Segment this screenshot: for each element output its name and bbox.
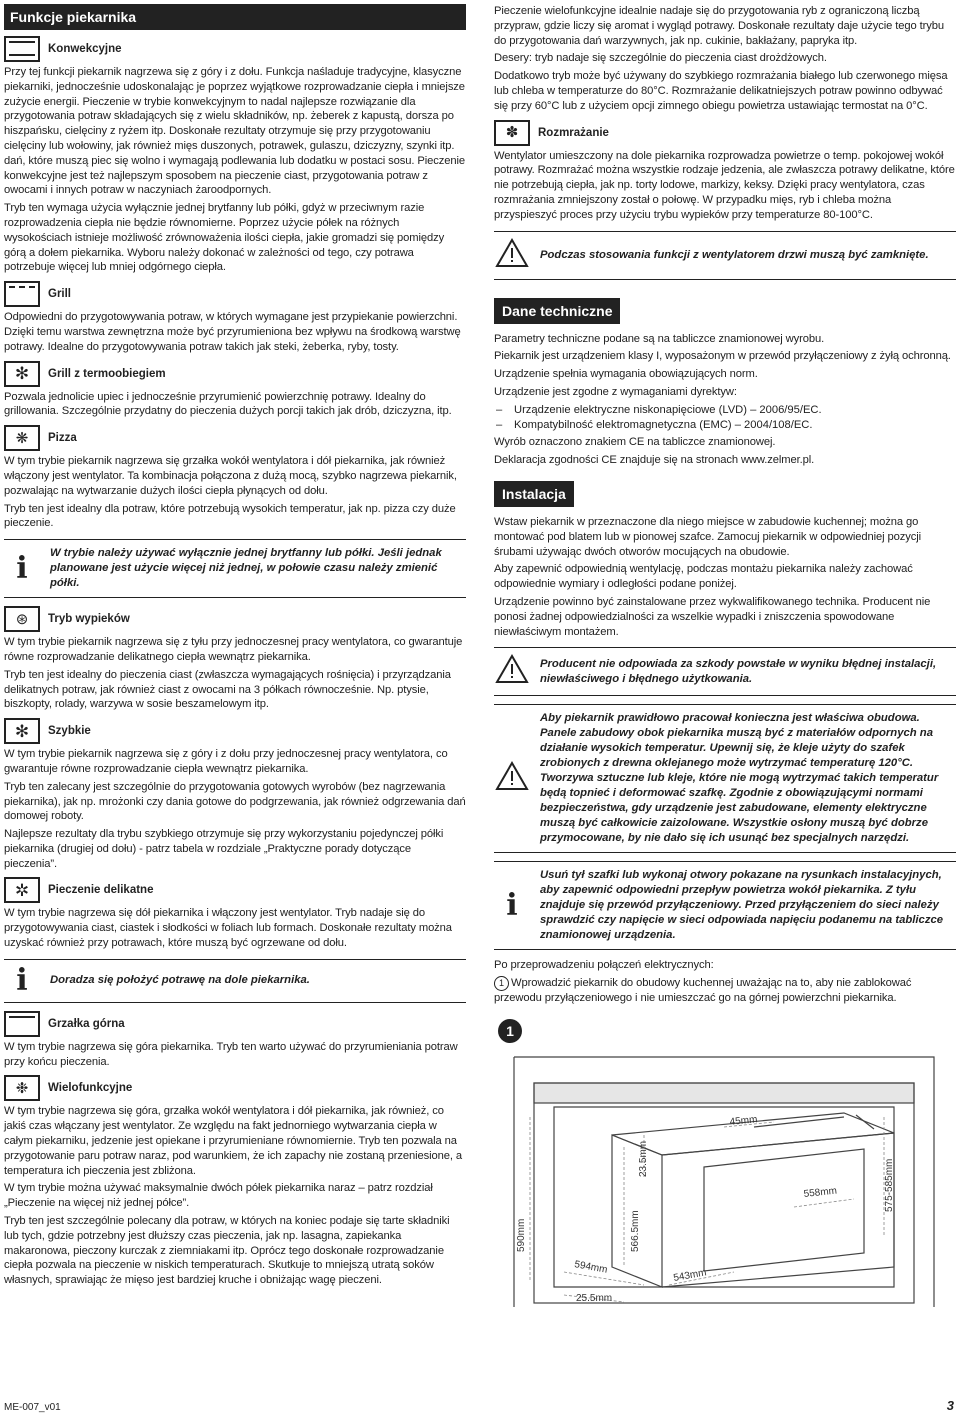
mode-name: Grzałka górna bbox=[48, 1017, 125, 1030]
mode-description: Tryb ten zalecany jest szczególnie do przygotowania gotowych wyrobów (bez nagrzewania piekarnika), jak np. mrożonki czy dania gotowe do podgrzewania, jak również odgrzewania dań domowej roboty. bbox=[4, 780, 466, 823]
mode-heading bbox=[4, 36, 466, 62]
mode-name: Grill bbox=[48, 288, 72, 301]
mode-description: Tryb ten jest szczególnie polecany dla potraw, w których na koniec podaje się tarte składniki lub tych, gdzie potrzebny jest dłuższy czas pieczenia, jak np. lasagna, zapiekanka makaronowa, pieczony kurczak z ziemniakami itp. Oprócz tego doskonałe rozprowadzanie ciepła pozwala na pieczenie w niskich temperaturach. Skutkuje to mniejszą utratą soków własnych, sprawiając że mięso jest bardziej kruche i obniżając wagę pieczeni. bbox=[4, 1215, 450, 1287]
info-icon: i bbox=[506, 887, 518, 923]
warning-icon bbox=[494, 238, 530, 273]
tech-paragraph: Piekarnik jest urządzeniem klasy I, wyposażonym w przewód przyłączeniowy z żyłą ochronną. bbox=[494, 350, 951, 363]
warning-note-3: Aby piekarnik prawidłowo pracował konieczna jest właściwa obudowa. Panele zabudowy obok piekarnika muszą być z materiałów odpornych na działanie wysokich temperatur. Upewnij się, że kleje użyty do szafek zrobionych z drewna oklejanego może wytrzymać temperaturę 120°C. Tworzywa sztuczne lub kleje, które nie mogą wytrzymać takich temperatur będą topnieć i deformować szafkę. Zgodnie z obowiązującymi normami bezpieczeństwa, gdy urządzenie jest zabudowane, elementy elektryczne muszą być całkowicie zaizolowane. Wszystkie osłony muszą być dobrze przymocowane, by nie dało się ich usunąć bez specjalnych narzędzi. bbox=[494, 704, 956, 853]
mode-description: Pozwala jednolicie upiec i jednocześnie przyrumienić powierzchnię potrawy. Idealny do grillowania. Szczególnie przydatny do pieczenia dużych porcji takich jak drób, dziczyzna, itp. bbox=[4, 390, 452, 418]
grill-icon bbox=[4, 281, 40, 307]
mode-description: W tym trybie nagrzewa się dół piekarnika i włączony jest wentylator. Tryb nadaje się do przygotowywania ciast, ciastek i słodkości w foliach lub formach. Doskonałe rezultaty można uzyskać również przy potrawach, które muszą być ogrzewane od dołu. bbox=[4, 907, 452, 950]
multifunction-continued bbox=[494, 4, 956, 114]
modes-group-b bbox=[4, 606, 466, 951]
tech-paragraph: Deklaracja zgodności CE znajduje się na stronach www.zelmer.pl. bbox=[494, 454, 815, 467]
mode-description: Tryb ten jest idealny do pieczenia ciast (zwłaszcza wymagających rośnięcia) i przyrządzania delikatnych potraw, jak również ciast z owocami na 3 półkach równocześnie. Np. ptysie, biszkopty, rolady, warzywa w sosie beszamelowym itp. bbox=[4, 668, 451, 711]
dim-558: 558mm bbox=[803, 1185, 838, 1200]
mode-description: Najlepsze rezultaty dla trybu szybkiego otrzymuje się przy wykorzystaniu pojedynczej półki piekarnika (drugiej od dołu) - patrz tabela w rozdziale „Praktyczne porady dotyczące pieczenia”. bbox=[4, 828, 444, 870]
dim-590: 590mm bbox=[516, 1218, 527, 1252]
paragraph: Dodatkowo tryb może być używany do szybkiego rozmrażania białego lub czerwonego mięsa lub chleba w temperaturze do 80°C. Rozmrażanie delikatniejszych potraw powinno odbywać się przy 60°C lub z użyciem opcji zimnego obiegu powietrza ustawiając termostat na 0°C. bbox=[494, 70, 948, 112]
mode-description: Tryb ten wymaga użycia wyłącznie jednej brytfanny lub półki, gdyż w przeciwnym razie rozprowadzenia ciepła nie będzie równomierne. Poprzez użycie półek na różnych wysokościach istnieje możliwość zrównoważenia ilości ciepła, jakie gromadzi się pomiędzy górą a dołem piekarnika. Wyboru należy dokonać w zależności od tego, czy potrawa potrzebuje więcej lub mniej odgórnego ciepła. bbox=[4, 202, 445, 274]
left-column bbox=[4, 4, 466, 1291]
mode-name: Konwekcyjne bbox=[48, 43, 122, 55]
mode-heading bbox=[4, 718, 466, 744]
mode-name: Szybkie bbox=[48, 725, 91, 738]
paragraph: Pieczenie wielofunkcyjne idealnie nadaje się do przygotowania ryb z ograniczoną liczbą przypraw, gdzie liczy się aromat i wygląd potrawy. Doskonałe rezultaty daje użycie tego trybu do przygotowania dań warzywnych, jak np. cukinie, bakłażany, papryka itp. bbox=[494, 5, 945, 47]
info-icon: i bbox=[16, 962, 28, 998]
step-1: 1 Wprowadzić piekarnik do obudowy kuchennej uważając na to, aby nie zablokować przewodu przyłączeniowego i nie umieszczać go na górnej powierzchni piekarnika. bbox=[494, 977, 912, 1005]
mode-description: W tym trybie nagrzewa się góra, grzałka wokół wentylatora i dół piekarnika, jak również, co jakiś czas włączany jest wentylator. Ze względu na fakt jednorniego wytwarzania ciepła w całym piekarniku, jedzenie jest opiekane i przyrumieniane równomiernie. Tryb ten pozwala na przygotowanie paru potraw naraz, pod warunkiem, że ich zapachy nie zostaną przeniesione, a temperatura ich pieczenia jest zbliżona. bbox=[4, 1105, 463, 1177]
warning-icon bbox=[494, 761, 530, 796]
step-number: 1 bbox=[494, 976, 509, 991]
mode-description: W tym trybie piekarnik nagrzewa się z góry i z dołu przy jednoczesnej pracy wentylatora, co gwarantuje równe rozprowadzanie ciepła wewnątrz piekarnika. bbox=[4, 748, 448, 775]
connection-intro: Po przeprowadzeniu połączeń elektrycznych: bbox=[494, 959, 714, 972]
paragraph: Desery: tryb nadaje się szczególnie do pieczenia ciast drożdżowych. bbox=[494, 52, 827, 65]
section-title-oven-functions: Funkcje piekarnika bbox=[4, 4, 466, 30]
warning-note-2: Producent nie odpowiada za szkody powstałe w wyniku błędnej instalacji, niewłaściwego i błędnego użytkowania. bbox=[494, 647, 956, 696]
install-paragraph: Aby zapewnić odpowiednią wentylację, podczas montażu piekarnika należy zachować odpowiednie wymiary i odległości podane poniżej. bbox=[494, 563, 913, 591]
warning-note-1: Podczas stosowania funkcji z wentylatorem drzwi muszą być zamknięte. bbox=[494, 231, 956, 280]
modes-group-c bbox=[4, 1011, 466, 1288]
install-paragraph: Wstaw piekarnik w przeznaczone dla niego miejsce w zabudowie kuchennej; można go montować pod blatem lub w pionowej szafce. Zamocuj piekarnik w odpowiedniej pozycji śrubami używając dwóch otworów mocujących na obudowie. bbox=[494, 515, 921, 558]
mode-description: W tym trybie nagrzewa się góra piekarnika. Tryb ten warto używać do przyrumieniania potraw przy końcu pieczenia. bbox=[4, 1040, 458, 1068]
top-bottom-heat-icon bbox=[4, 36, 40, 62]
modes-group-a bbox=[4, 36, 466, 531]
info-note-3: i Usuń tył szafki lub wykonaj otwory pokazane na rysunkach instalacyjnych, aby zapewnić odpowiedni przepływ powietrza wokół piekarnika. Z tyłu znajduje się przewód przyłączeniowy. Przed przyłączeniem do sieci należy sprawdzić czy napięcie w sieci odpowiada napięciu podanemu na tabliczce znamionowej urządzenia. bbox=[494, 861, 956, 950]
dim-45: 45mm bbox=[729, 1114, 758, 1128]
defrost-icon: ✽ bbox=[494, 120, 530, 146]
mode-heading bbox=[4, 361, 466, 387]
mode-name: Tryb wypieków bbox=[48, 613, 130, 626]
mode-description: Odpowiedni do przygotowywania potraw, w których wymagane jest przypiekanie powierzchni. Dzięki temu warstwa zewnętrzna może być przyrumieniona bez wpływu na środkową warstwę potrawy. Idealne do przygotowywania potraw takich jak steki, żeberka, ryby, tosty. bbox=[4, 311, 461, 353]
mode-description: W tym trybie piekarnik nagrzewa się z tyłu przy jednoczesnej pracy wentylatora, co gwarantuje równe rozprowadzanie delikatnego ciepła wewnątrz piekarnika. bbox=[4, 636, 463, 663]
directives-list bbox=[494, 403, 956, 433]
baking-mode-icon: ⊛ bbox=[4, 606, 40, 632]
mode-name: Pizza bbox=[48, 432, 77, 445]
dim-23-5: 23.5mm bbox=[638, 1140, 649, 1177]
info-note-1: i W trybie należy używać wyłącznie jednej brytfanny lub półki. Jeśli jednak planowane jest użycie więcej niż jednej, w połowie czasu należy zmienić półki. bbox=[4, 539, 466, 598]
section-title-tech-data: Dane techniczne bbox=[494, 298, 620, 324]
grill-fan-icon: ✻ bbox=[4, 361, 40, 387]
mode-description: Przy tej funkcji piekarnik nagrzewa się z góry i z dołu. Funkcja naśladuje tradycyjne, klasyczne piekarniki, jednocześnie udoskonalając je poprzez wyjątkowe rozprowadzanie ciepła i mniejsze zużycie energii. Pieczenie w trybie konwekcyjnym to nadal najlepsze rozwiązanie dla przygotowania potraw składających się z wielu składników, np. żeberek z kapustą, dorsza po hiszpańsku, cielęciny z ryżem itp. Doskonałe rezultaty otrzymuje się przy przygotowaniu cielęciny lub wołowiny, jak również mięs duszonych, potrawek, gulaszu, dziczyzny, szynki itp. dań, które muszą piec się wolno i wymagają podlewania lub dodatku w postaci sosu. Pieczenie konwekcyjne jest też najlepszym sposobem na pieczenie ciast, przygotowania potraw z owocami i innych potraw w naczyniach żaroodpornych. bbox=[4, 66, 466, 197]
directive-item: – Urządzenie elektryczne niskonapięciowe (LVD) – 2006/95/EC. bbox=[494, 403, 956, 418]
page-number: 3 bbox=[946, 1398, 954, 1413]
fast-mode-icon: ✻ bbox=[4, 718, 40, 744]
tech-paragraphs-2 bbox=[494, 435, 956, 468]
tech-paragraph: Urządzenie jest zgodne z wymaganiami dyrektyw: bbox=[494, 385, 737, 398]
dim-543: 543mm bbox=[672, 1267, 708, 1284]
info-note-2: i Doradza się położyć potrawę na dole piekarnika. bbox=[4, 959, 466, 1003]
mode-heading bbox=[4, 877, 466, 903]
mode-heading bbox=[4, 425, 466, 451]
installation-diagram bbox=[494, 1017, 956, 1307]
info-icon: i bbox=[16, 550, 28, 586]
document-code: ME-007_v01 bbox=[4, 1402, 61, 1413]
install-paragraph: Urządzenie powinno być zainstalowane przez wykwalifikowanego technika. Producent nie ponosi żadnej odpowiedzialności za wszelkie wypadki i zniszczenia spowodowane niewłaściwym montażem. bbox=[494, 595, 931, 638]
tech-paragraph: Wyrób oznaczono znakiem CE na tabliczce znamionowej. bbox=[494, 436, 776, 449]
mode-heading bbox=[4, 281, 466, 307]
pizza-icon: ❋ bbox=[4, 425, 40, 451]
tech-paragraph: Urządzenie spełnia wymagania obowiązujących norm. bbox=[494, 368, 758, 381]
section-title-installation: Instalacja bbox=[494, 481, 574, 507]
mode-description: Tryb ten jest idealny dla potraw, które potrzebują wysokich temperatur, jak np. pizza czy duże pieczenie. bbox=[4, 502, 456, 530]
mode-heading-defrost: ✽ Rozmrażanie bbox=[494, 120, 956, 146]
mode-description: W tym trybie można używać maksymalnie dwóch półek piekarnika naraz – patrz rozdział „Pieczenie na więcej niż jednej półce”. bbox=[4, 1182, 433, 1210]
multifunction-icon: ❉ bbox=[4, 1075, 40, 1101]
mode-name: Pieczenie delikatne bbox=[48, 884, 154, 897]
diagram-step-number: 1 bbox=[506, 1022, 514, 1039]
mode-description: W tym trybie piekarnik nagrzewa się grzałka wokół wentylatora i dół piekarnika, jak również włączony jest wentylator. Ta kombinacja połączona z dużą mocą, szybko nagrzewa piekarnik, pozwalając na wytwarzanie dużych ilości ciepła płynących od dołu. bbox=[4, 455, 457, 497]
right-column bbox=[494, 4, 956, 1312]
dim-575-585: 575-585mm bbox=[884, 1158, 895, 1212]
dim-594: 594mm bbox=[573, 1259, 609, 1276]
mode-heading bbox=[4, 1011, 466, 1037]
dim-25-5: 25.5mm bbox=[576, 1292, 613, 1304]
dim-566-5: 566.5mm bbox=[630, 1210, 641, 1252]
install-paragraphs bbox=[494, 515, 956, 639]
defrost-text: Wentylator umieszczony na dole piekarnika rozprowadza powietrze o temp. pokojowej wokół potrawy. Rozmrażać można wszystkie rodzaje jedzenia, ale zwłaszcza potrawy delikatne, które nie potrzebują ciepła, jak np. torty lodowe, markizy, keksy. Dzięki pracy wentylatora, czas rozmrażania zmniejszony został o połowę. W przypadku mięs, ryb i chleba można przyspieszyć proces przy użyciu trybu wypieków przy temperaturze 80-100°C. bbox=[494, 149, 955, 221]
tech-paragraphs bbox=[494, 332, 956, 400]
mode-name: Grill z termoobiegiem bbox=[48, 367, 166, 380]
mode-heading bbox=[4, 606, 466, 632]
gentle-baking-icon: ✲ bbox=[4, 877, 40, 903]
mode-heading bbox=[4, 1075, 466, 1101]
top-heat-icon bbox=[4, 1011, 40, 1037]
warning-icon bbox=[494, 654, 530, 689]
tech-paragraph: Parametry techniczne podane są na tabliczce znamionowej wyrobu. bbox=[494, 332, 825, 345]
mode-name: Wielofunkcyjne bbox=[48, 1082, 133, 1095]
directive-item: – Kompatybilność elektromagnetyczna (EMC) – 2004/108/EC. bbox=[494, 418, 956, 433]
